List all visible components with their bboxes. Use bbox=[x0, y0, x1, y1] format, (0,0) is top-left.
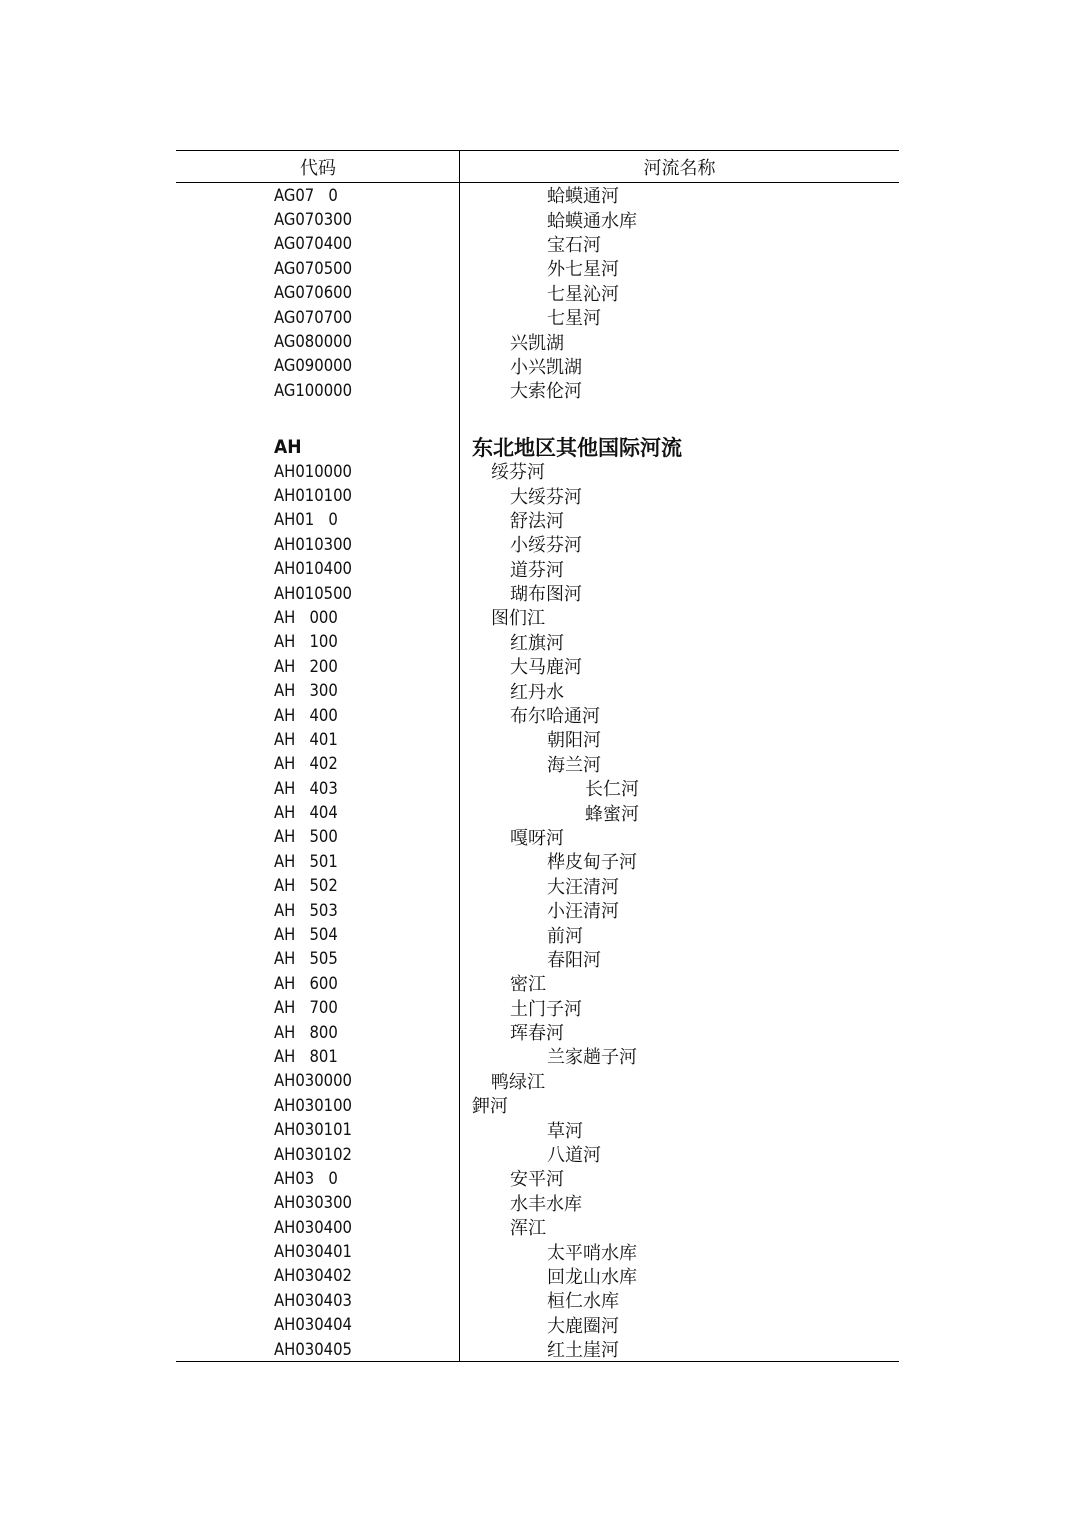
river-code: AH030402 bbox=[274, 1266, 352, 1286]
river-name: 东北地区其他国际河流 bbox=[472, 434, 682, 460]
river-code: AH03 0 bbox=[274, 1168, 338, 1188]
table-row bbox=[176, 305, 899, 329]
river-name: 大汪清河 bbox=[547, 876, 619, 898]
table-row bbox=[176, 281, 899, 305]
river-code-table bbox=[176, 150, 899, 1362]
river-name: 兴凯湖 bbox=[510, 332, 564, 354]
river-name: 海兰河 bbox=[547, 754, 601, 776]
table-row bbox=[176, 232, 899, 256]
river-name: 宝石河 bbox=[547, 234, 601, 256]
river-name: 草河 bbox=[547, 1120, 583, 1142]
table-row bbox=[176, 898, 899, 922]
river-code: AH 501 bbox=[274, 851, 338, 871]
table-row bbox=[176, 1093, 899, 1117]
river-name: 土门子河 bbox=[510, 998, 582, 1020]
table-row bbox=[176, 556, 899, 580]
table-row bbox=[176, 1069, 899, 1093]
table-row bbox=[176, 1142, 899, 1166]
river-name: 朝阳河 bbox=[547, 730, 601, 752]
river-code: AH01 0 bbox=[274, 510, 338, 530]
river-code: AH 200 bbox=[274, 656, 338, 676]
river-code: AH 401 bbox=[274, 729, 338, 749]
river-name: 安平河 bbox=[510, 1169, 564, 1191]
header-name: 河流名称 bbox=[643, 158, 716, 179]
river-code: AG070700 bbox=[274, 307, 353, 327]
table-row bbox=[176, 752, 899, 776]
river-code: AH 505 bbox=[274, 949, 338, 969]
table-row bbox=[176, 703, 899, 727]
river-code: AH 600 bbox=[274, 973, 338, 993]
river-code: AH030404 bbox=[274, 1315, 352, 1335]
river-name: 大绥芬河 bbox=[510, 486, 582, 508]
river-code: AG070600 bbox=[274, 283, 353, 303]
river-name: 大索伦河 bbox=[510, 381, 582, 403]
river-name: 浑江 bbox=[510, 1218, 546, 1240]
river-name: 小绥芬河 bbox=[510, 535, 582, 557]
river-name: 鉀河 bbox=[472, 1096, 508, 1118]
river-code: AG070500 bbox=[274, 258, 353, 278]
table-header bbox=[176, 151, 899, 183]
river-code: AH 100 bbox=[274, 632, 338, 652]
table-row bbox=[176, 654, 899, 678]
river-code: AH 700 bbox=[274, 998, 338, 1018]
table-row bbox=[176, 825, 899, 849]
river-name: 舒法河 bbox=[510, 510, 564, 532]
table-row bbox=[176, 1166, 899, 1190]
river-code: AH010100 bbox=[274, 485, 352, 505]
river-name: 布尔哈通河 bbox=[510, 706, 600, 728]
river-name: 红旗河 bbox=[510, 632, 564, 654]
river-code: AH 400 bbox=[274, 705, 338, 725]
table-row bbox=[176, 581, 899, 605]
table-row bbox=[176, 403, 899, 435]
river-code: AH 403 bbox=[274, 778, 338, 798]
table-body bbox=[176, 183, 899, 1361]
table-row bbox=[176, 1337, 899, 1361]
table-row bbox=[176, 849, 899, 873]
river-name: 密江 bbox=[510, 974, 546, 996]
table-row bbox=[176, 971, 899, 995]
river-name: 嘎呀河 bbox=[510, 827, 564, 849]
table-row bbox=[176, 532, 899, 556]
table-row bbox=[176, 678, 899, 702]
river-code: AH 500 bbox=[274, 827, 338, 847]
river-code: AG07 0 bbox=[274, 185, 338, 205]
table-row bbox=[176, 1288, 899, 1312]
table-row bbox=[176, 1044, 899, 1068]
river-code: AH030405 bbox=[274, 1339, 352, 1359]
river-name: 桓仁水库 bbox=[547, 1291, 619, 1313]
table-row bbox=[176, 605, 899, 629]
river-code: AG100000 bbox=[274, 380, 353, 400]
table-row bbox=[176, 508, 899, 532]
river-code: AH010300 bbox=[274, 534, 352, 554]
table-row bbox=[176, 776, 899, 800]
table-row bbox=[176, 1191, 899, 1215]
river-name: 道芬河 bbox=[510, 559, 564, 581]
river-code: AH030401 bbox=[274, 1242, 352, 1262]
river-code: AH030101 bbox=[274, 1120, 352, 1140]
river-name: 珲春河 bbox=[510, 1023, 564, 1045]
river-name: 图们江 bbox=[491, 608, 545, 630]
table-row bbox=[176, 378, 899, 402]
river-name: 回龙山水库 bbox=[547, 1267, 637, 1288]
river-code: AH 801 bbox=[274, 1046, 338, 1066]
river-name: 绥芬河 bbox=[491, 462, 545, 484]
river-name: 八道河 bbox=[547, 1145, 601, 1167]
river-name: 大马鹿河 bbox=[510, 657, 582, 679]
river-code: AG070300 bbox=[274, 210, 353, 230]
river-code: AG070400 bbox=[274, 234, 353, 254]
river-code: AH 504 bbox=[274, 925, 338, 945]
table-row bbox=[176, 183, 899, 207]
river-code: AH 300 bbox=[274, 681, 338, 701]
table-row bbox=[176, 1313, 899, 1337]
river-name: 蛤蟆通水库 bbox=[547, 210, 637, 232]
river-name: 前河 bbox=[547, 925, 583, 947]
table-row bbox=[176, 1215, 899, 1239]
table-row bbox=[176, 354, 899, 378]
table-row bbox=[176, 1117, 899, 1141]
river-code: AH 402 bbox=[274, 754, 338, 774]
table-row bbox=[176, 874, 899, 898]
river-name: 红土崖河 bbox=[547, 1340, 619, 1362]
table-row bbox=[176, 630, 899, 654]
river-code: AH 404 bbox=[274, 803, 338, 823]
river-name: 兰家趟子河 bbox=[547, 1047, 637, 1069]
river-code: AH 502 bbox=[274, 876, 338, 896]
river-name: 瑚布图河 bbox=[510, 584, 582, 606]
river-code: AH 503 bbox=[274, 900, 338, 920]
header-code: 代码 bbox=[300, 158, 336, 179]
table-row bbox=[176, 922, 899, 946]
river-name: 红丹水 bbox=[510, 681, 564, 703]
table-row bbox=[176, 947, 899, 971]
river-code: AH030102 bbox=[274, 1144, 352, 1164]
table-row bbox=[176, 1020, 899, 1044]
table-row bbox=[176, 256, 899, 280]
river-code: AH030000 bbox=[274, 1071, 352, 1091]
river-code: AH010500 bbox=[274, 583, 352, 603]
river-code: AH 800 bbox=[274, 1022, 338, 1042]
river-name: 蛤蟆通河 bbox=[547, 186, 619, 208]
river-code: AH bbox=[274, 435, 302, 458]
river-name: 鸭绿江 bbox=[491, 1071, 545, 1093]
river-name: 桦皮甸子河 bbox=[547, 852, 637, 874]
river-code: AG090000 bbox=[274, 356, 353, 376]
river-name: 小汪清河 bbox=[547, 901, 619, 923]
table-row bbox=[176, 459, 899, 483]
river-name: 大鹿圈河 bbox=[547, 1315, 619, 1337]
river-name: 水丰水库 bbox=[510, 1193, 582, 1215]
table-row bbox=[176, 1239, 899, 1263]
river-name: 外七星河 bbox=[547, 259, 619, 281]
table-row bbox=[176, 1264, 899, 1288]
river-code: AH030403 bbox=[274, 1290, 352, 1310]
river-name: 蜂蜜河 bbox=[585, 803, 639, 825]
river-code: AH010000 bbox=[274, 461, 352, 481]
table-row bbox=[176, 329, 899, 353]
river-name: 七星河 bbox=[547, 308, 601, 330]
river-code: AH 000 bbox=[274, 607, 338, 627]
river-code: AG080000 bbox=[274, 332, 353, 352]
river-code: AH030100 bbox=[274, 1095, 352, 1115]
river-name: 小兴凯湖 bbox=[510, 356, 582, 378]
river-name: 长仁河 bbox=[585, 779, 639, 801]
river-code: AH030400 bbox=[274, 1217, 352, 1237]
table-row bbox=[176, 800, 899, 824]
river-code: AH010400 bbox=[274, 559, 352, 579]
table-row bbox=[176, 727, 899, 751]
river-name: 太平哨水库 bbox=[547, 1242, 637, 1264]
river-name: 春阳河 bbox=[547, 949, 601, 971]
table-row bbox=[176, 996, 899, 1020]
table-row bbox=[176, 483, 899, 507]
river-name: 七星沁河 bbox=[547, 283, 619, 305]
group-header-row bbox=[176, 435, 899, 459]
river-code: AH030300 bbox=[274, 1193, 352, 1213]
table-row bbox=[176, 207, 899, 231]
